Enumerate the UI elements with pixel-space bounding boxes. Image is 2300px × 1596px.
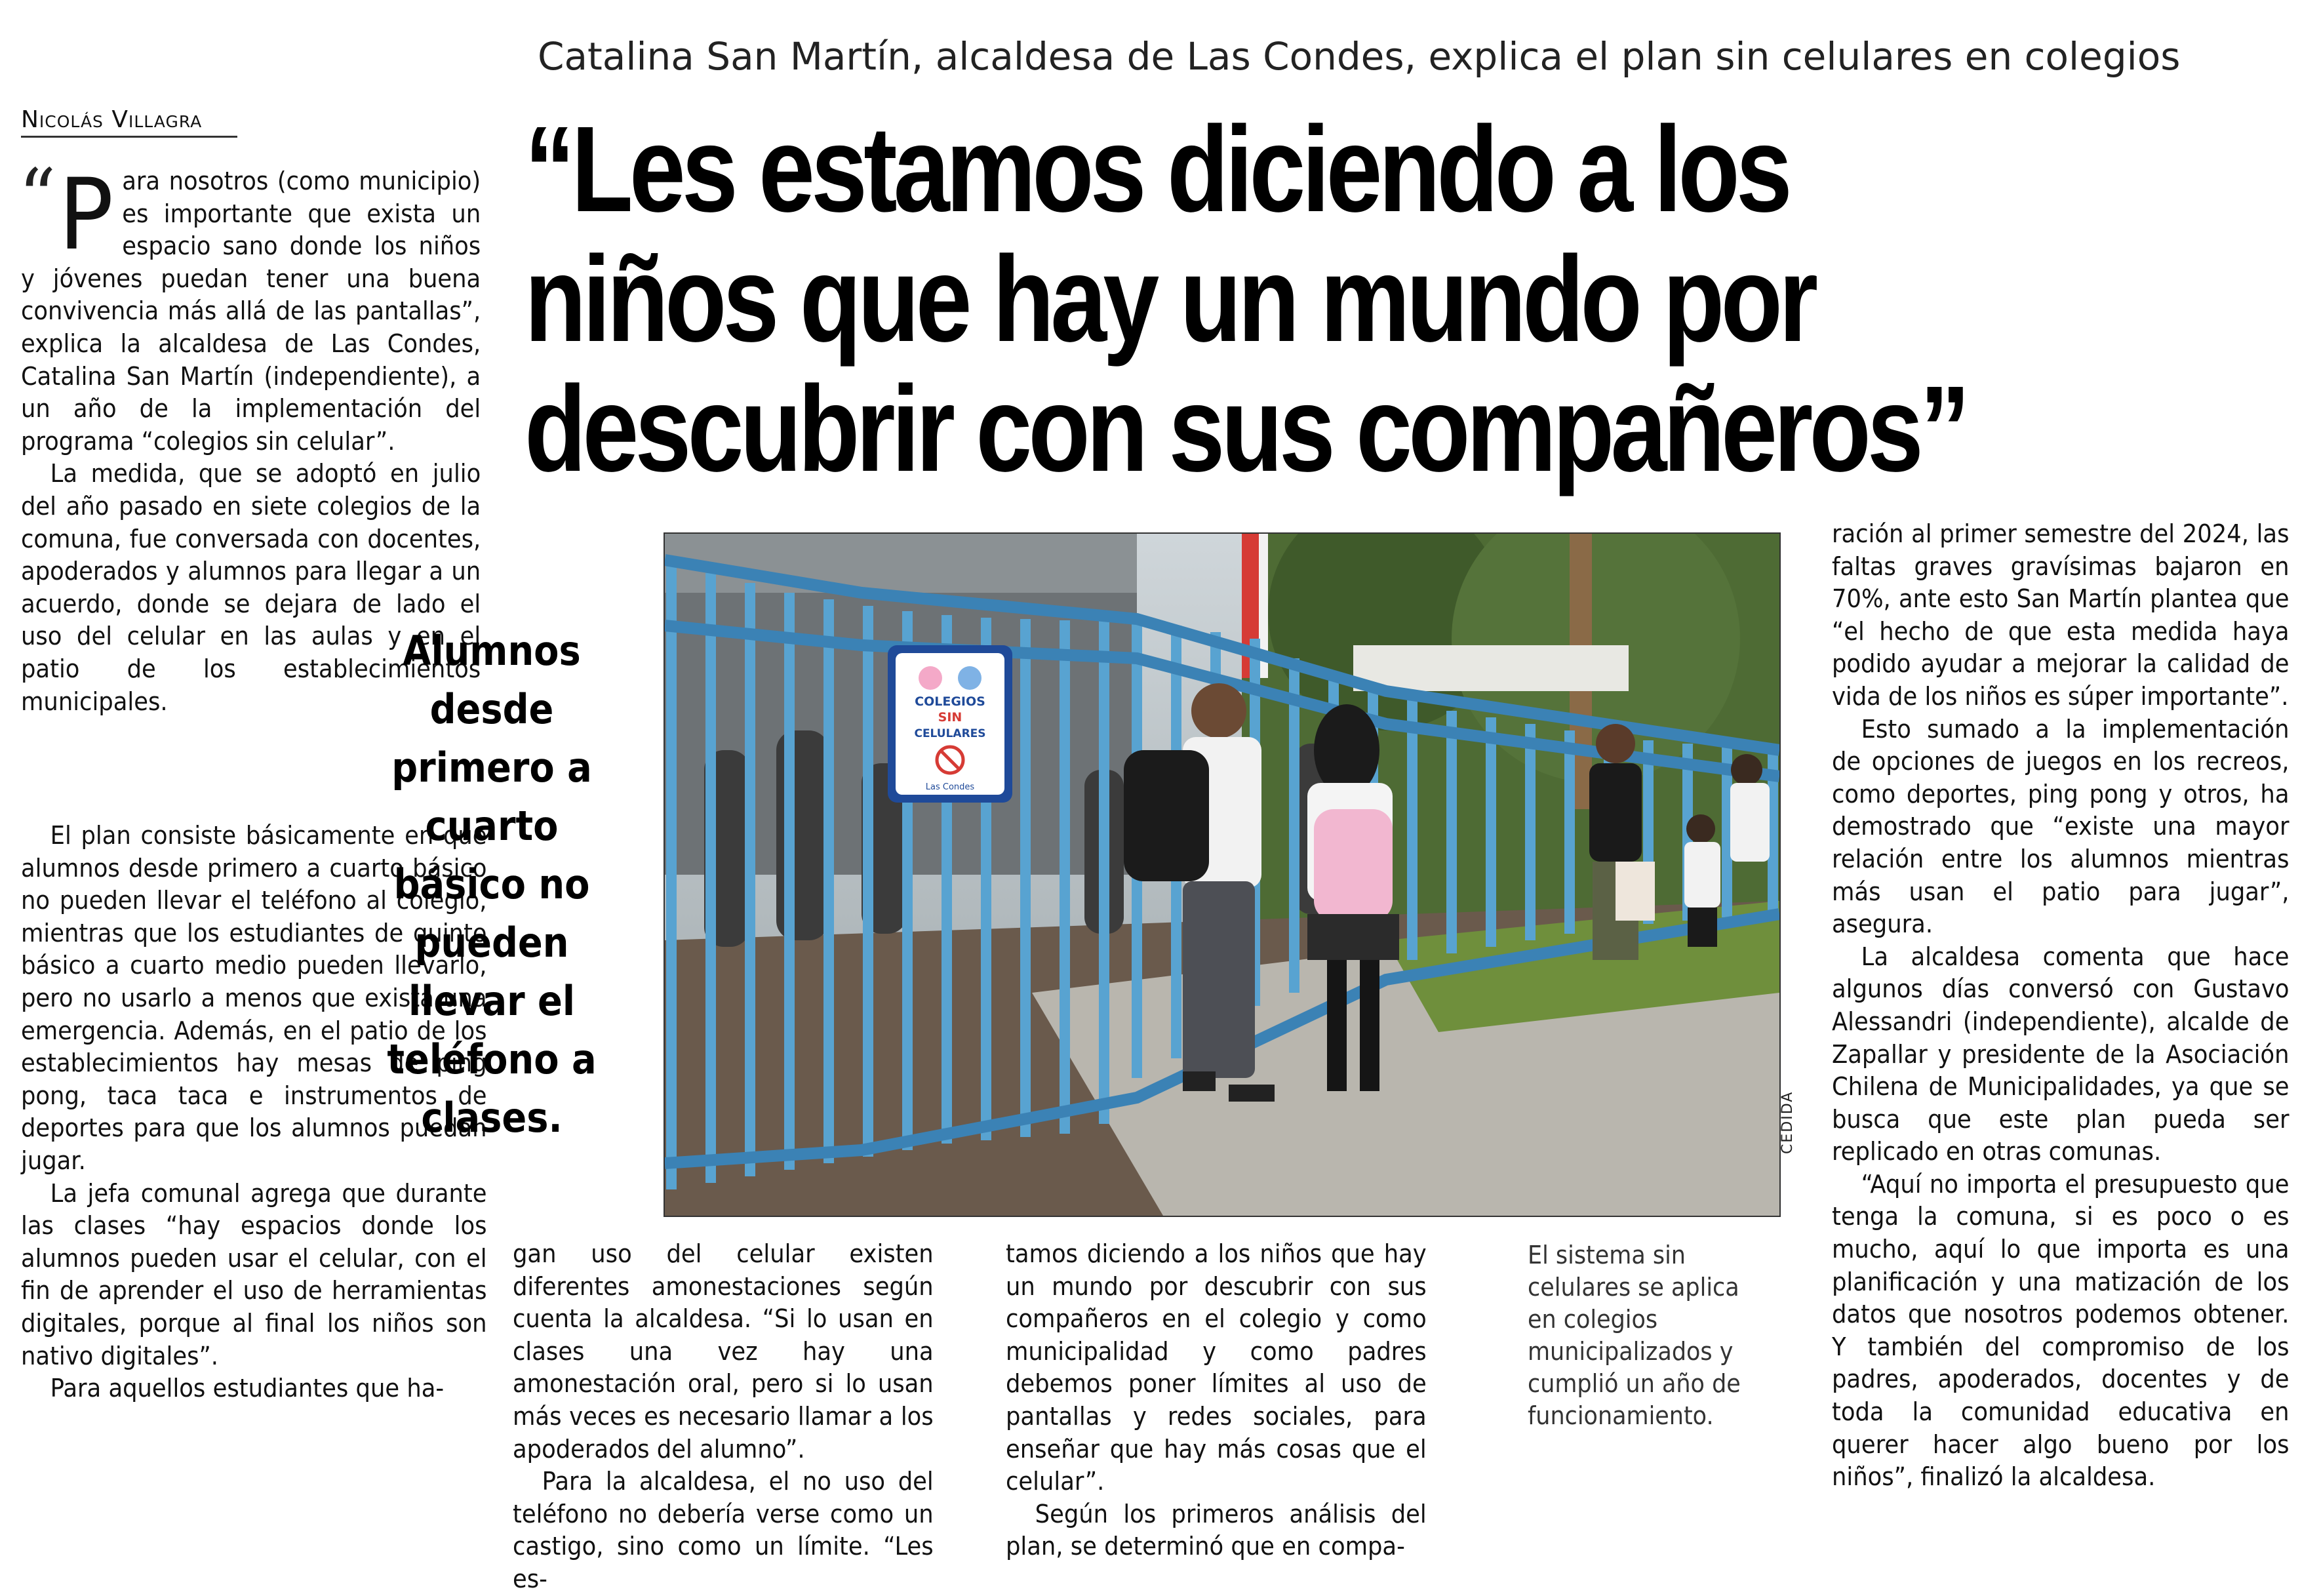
headline-line-1: “Les estamos diciendo a los (525, 102, 1789, 237)
column-1-paragraph-3: El plan consiste básicamente en que alumnos desde primero a cuarto básico no pueden llevar el teléfono al colegio, mientras que los estudiantes de quinto básico a cuarto medio pueden llevarlo, pero no usarlo a menos que exista una emergencia. Además, en el patio de los establecimientos hay mesas de ping pong, taca taca e instrumentos de deportes para que los alumnos puedan jugar. (21, 821, 487, 1175)
sign-line-2: SIN (938, 710, 962, 725)
sign-line-3: CELULARES (914, 727, 986, 740)
column-4-paragraph-1: ración al primer semestre del 2024, las faltas graves gravísimas bajaron en 70%, ante esto San Martín plantea que “el hecho de que esta medida haya podido ayudar a mejorar la calidad de vida de los niños es súper importante”. (1832, 519, 2290, 711)
kicker: Catalina San Martín, alcaldesa de Las Condes, explica el plan sin celulares en colegios (538, 34, 2181, 79)
pull-quote: Alumnos desde primero a cuarto básico no pueden llevar el teléfono a clases. (387, 627, 597, 1142)
column-4 (1832, 518, 2290, 1494)
article-photo (664, 532, 1781, 1217)
colegios-sin-celulares-sign (888, 645, 1012, 803)
column-1-paragraph-1: “P ara nosotros (como municipio) es importante que exista un espacio sano donde los niños y jóvenes puedan tener una buena convivencia más allá de las pantallas”, explica la alcaldesa de Las Condes, Catalina San Martín (independiente), a un año de la implementación del programa “colegios sin celular”. (18, 153, 481, 456)
sign-footer: Las Condes (925, 782, 975, 792)
photo-credit: CEDIDA (1779, 1090, 1796, 1154)
column-4-paragraph-3: La alcaldesa comenta que hace algunos días conversó con Gustavo Alessandri (independiente), alcalde de Zapallar y presidente de la Asociación Chilena de Municipalidades, ya que se busca que este plan pueda ser replicado en otras comunas. (1832, 942, 2290, 1167)
headline (525, 102, 1983, 497)
dropcap: “P (18, 153, 114, 272)
headline-line-2: niños que hay un mundo por (525, 231, 1815, 367)
column-4-paragraph-4: “Aquí no importa el presupuesto que tenga la comuna, si es poco o es mucho, aquí lo que importa es una planificación y una matización de los datos que nosotros podemos obtener. Y también del compromiso de los padres, apoderados, docentes y de toda la comunidad educativa en querer hacer algo bueno por los niños”, finalizó la alcaldesa. (1832, 1169, 2290, 1492)
column-2 (513, 1238, 934, 1596)
column-4-paragraph-2: Esto sumado a la implementación de opciones de juegos en los recreos, como deportes, ping pong y otros, ha demostrado que “existe una mayor relación entre los alumnos mientras más usan el patio para jugar”, asegura. (1832, 714, 2290, 939)
column-3 (1006, 1238, 1427, 1563)
column-2-paragraph-2: Para la alcaldesa, el no uso del teléfono no debería verse como un castigo, sino como un límite. “Les es- (513, 1467, 934, 1593)
sign-line-1: COLEGIOS (915, 694, 985, 709)
column-3-paragraph-1: tamos diciendo a los niños que hay un mundo por descubrir con sus compañeros en el colegio y como municipalidad y como padres debemos poner límites al uso de pantallas y redes sociales, para enseñar que hay más cosas que el celular”. (1006, 1239, 1427, 1496)
byline: Nicolás Villagra (21, 106, 237, 138)
school-gate-illustration (665, 534, 1779, 1216)
headline-line-3: descubrir con sus compañeros” (525, 361, 1967, 497)
column-1-paragraph-5: Para aquellos estudiantes que ha- (50, 1374, 445, 1403)
column-1-paragraph-2: La medida, que se adoptó en julio del año pasado en siete colegios de la comuna, fue conversada con docentes, apoderados y alumnos para llegar a un acuerdo, donde se dejara de lado el uso del celular en las aulas y en el patio de los establecimientos municipales. (21, 459, 481, 716)
column-1-paragraph-4: La jefa comunal agrega que durante las clases “hay espacios donde los alumnos pueden usar el celular, con el fin de aprender el uso de herramientas digitales, porque al final los niños son nativo digitales”. (21, 1178, 487, 1370)
column-3-paragraph-2: Según los primeros análisis del plan, se determinó que en compa- (1006, 1499, 1427, 1561)
column-2-paragraph-1: gan uso del celular existen diferentes amonestaciones según cuenta la alcaldesa. “Si lo usan en clases una vez hay una amonestación oral, pero si lo usan más veces es necesario llamar a los apoderados del alumno”. (513, 1239, 934, 1464)
photo-caption: El sistema sin celulares se aplica en colegios municipalizados y cumplió un año de funcionamiento. (1528, 1241, 1741, 1430)
